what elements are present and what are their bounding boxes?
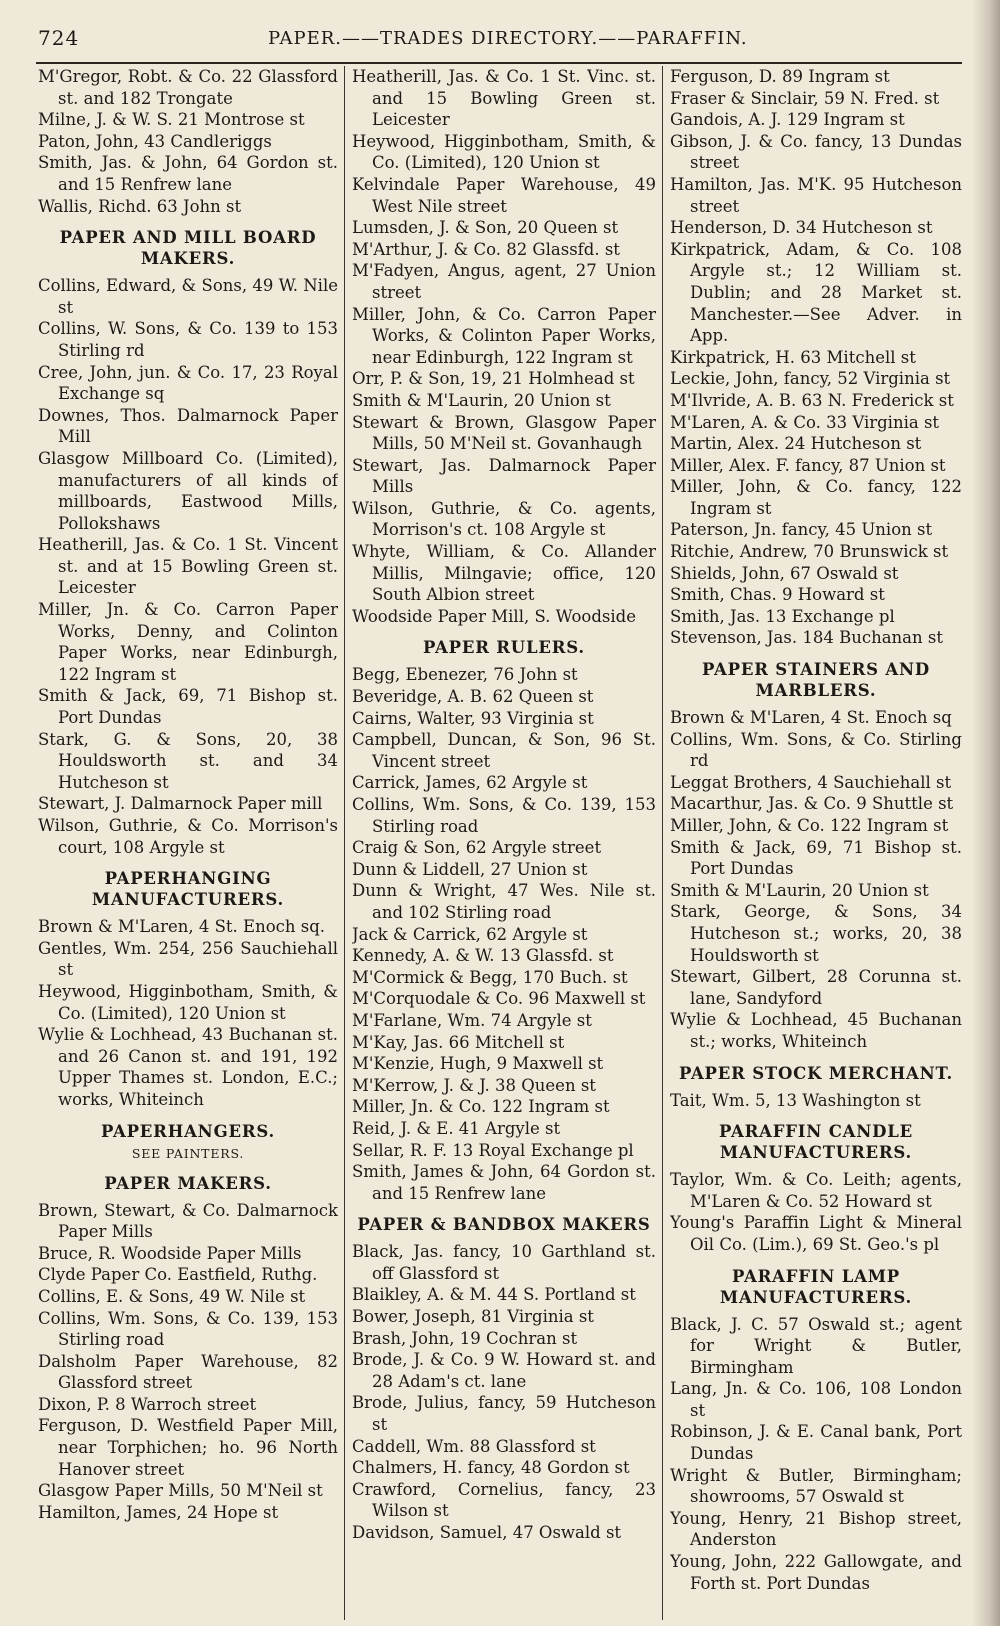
directory-entry: Reid, J. & E. 41 Argyle st <box>352 1118 561 1138</box>
directory-entry: Henderson, D. 34 Hutcheson st <box>670 218 933 238</box>
directory-entry: Hamilton, Jas. M'K. 95 Hutcheson street <box>670 174 962 216</box>
directory-entry: Leckie, John, fancy, 52 Virginia st <box>670 369 951 389</box>
directory-entry: Gibson, J. & Co. fancy, 13 Dundas street <box>670 131 962 173</box>
directory-entry: Bower, Joseph, 81 Virginia st <box>352 1307 594 1327</box>
directory-entry: Collins, W. Sons, & Co. 139 to 153 Stirling rd <box>38 319 338 360</box>
directory-entry: Paton, John, 43 Candleriggs <box>38 131 272 151</box>
directory-entry: Smith, Chas. 9 Howard st <box>670 585 885 605</box>
directory-entry: Ferguson, D. 89 Ingram st <box>670 67 890 86</box>
directory-entry: Cree, John, jun. & Co. 17, 23 Royal Exchange sq <box>38 362 338 404</box>
directory-entry: Young, John, 222 Gallowgate, and Forth st. Port Dundas <box>670 1552 962 1593</box>
directory-entry: Lumsden, J. & Son, 20 Queen st <box>352 218 619 238</box>
directory-entry: Heywood, Higginbotham, Smith, & Co. (Limited), 120 Union st <box>38 981 338 1023</box>
column-2 <box>352 66 656 1621</box>
directory-entry: M'Corquodale & Co. 96 Maxwell st <box>352 989 646 1009</box>
directory-entry: Wright & Butler, Birmingham; showrooms, 57 Oswald st <box>670 1465 962 1507</box>
directory-entry: Smith, Jas. 13 Exchange pl <box>670 606 895 626</box>
directory-entry: Miller, Jn. & Co. Carron Paper Works, Denny, and Colinton Paper Works, near Edinburgh, 122 Ingram st <box>38 600 338 684</box>
directory-entry: Black, J. C. 57 Oswald st.; agent for Wright & Butler, Birmingham <box>670 1314 962 1377</box>
section-heading: PAPERHANGERS. <box>100 1121 276 1141</box>
directory-entry: Fraser & Sinclair, 59 N. Fred. st <box>670 88 940 108</box>
directory-entry: Smith, Jas. & John, 64 Gordon st. and 15 Renfrew lane <box>38 153 338 194</box>
directory-entry: Martin, Alex. 24 Hutcheson st <box>670 434 922 454</box>
directory-entry: Carrick, James, 62 Argyle st <box>352 773 588 793</box>
directory-entry: Shields, John, 67 Oswald st <box>670 563 899 583</box>
directory-entry: Collins, Wm. Sons, & Co. Stirling rd <box>670 729 962 771</box>
directory-entry: Gandois, A. J. 129 Ingram st <box>670 110 905 130</box>
directory-entry: Crawford, Cornelius, fancy, 23 Wilson st <box>352 1479 656 1521</box>
directory-entry: Black, Jas. fancy, 10 Garthland st. off Glassford st <box>352 1242 656 1283</box>
directory-entry: Milne, J. & W. S. 21 Montrose st <box>38 110 305 130</box>
section-heading: PAPER & BANDBOX MAKERS <box>357 1215 651 1235</box>
column-divider <box>344 66 345 1620</box>
directory-entry: Brode, J. & Co. 9 W. Howard st. and 28 Adam's ct. lane <box>352 1350 656 1391</box>
directory-entry: Sellar, R. F. 13 Royal Exchange pl <box>352 1140 634 1160</box>
directory-entry: Robinson, J. & E. Canal bank, Port Dundas <box>670 1422 962 1464</box>
directory-entry: Dixon, P. 8 Warroch street <box>38 1394 257 1414</box>
section-heading: PAPERHANGING MANUFACTURERS. <box>91 869 285 910</box>
column-3 <box>670 66 962 1621</box>
directory-entry: Downes, Thos. Dalmarnock Paper Mill <box>38 405 338 447</box>
directory-entry: Stewart, Jas. Dalmarnock Paper Mills <box>352 455 656 497</box>
directory-entry: Kirkpatrick, Adam, & Co. 108 Argyle st.; 12 William st. Dublin; and 28 Market st. Manchester.—See Adver. in App. <box>670 239 962 346</box>
directory-entry: Wilson, Guthrie, & Co. Morrison's court, 108 Argyle st <box>38 816 338 857</box>
directory-entry: Cairns, Walter, 93 Virginia st <box>352 708 594 728</box>
directory-entry: Beveridge, A. B. 62 Queen st <box>352 687 594 707</box>
page-edge-shadow <box>972 0 1000 1626</box>
directory-entry: Chalmers, H. fancy, 48 Gordon st <box>352 1458 630 1478</box>
section-heading: PARAFFIN LAMP MANUFACTURERS. <box>719 1266 913 1307</box>
section-heading: PARAFFIN CANDLE MANUFACTURERS. <box>719 1122 913 1163</box>
directory-entry: M'Arthur, J. & Co. 82 Glassfd. st <box>352 239 620 259</box>
directory-entry: M'Kay, Jas. 66 Mitchell st <box>352 1032 565 1052</box>
directory-entry: M'Cormick & Begg, 170 Buch. st <box>352 967 628 987</box>
directory-entry: Tait, Wm. 5, 13 Washington st <box>670 1090 921 1110</box>
directory-entry: Smith & M'Laurin, 20 Union st <box>670 880 929 900</box>
directory-entry: Kirkpatrick, H. 63 Mitchell st <box>670 347 916 367</box>
directory-entry: Miller, John, & Co. Carron Paper Works, & Colinton Paper Works, near Edinburgh, 122 Ingram st <box>352 304 656 367</box>
directory-entry: Smith, James & John, 64 Gordon st. and 15 Renfrew lane <box>352 1162 656 1203</box>
directory-entry: Heywood, Higginbotham, Smith, & Co. (Limited), 120 Union st <box>352 131 656 173</box>
directory-entry: Brown & M'Laren, 4 St. Enoch sq <box>670 708 952 728</box>
directory-entry: Smith & Jack, 69, 71 Bishop st. Port Dundas <box>670 837 962 879</box>
directory-entry: M'Fadyen, Angus, agent, 27 Union street <box>352 261 656 302</box>
section-note: SEE PAINTERS. <box>131 1145 245 1161</box>
directory-entry: Bruce, R. Woodside Paper Mills <box>38 1243 302 1263</box>
directory-entry: Stewart, J. Dalmarnock Paper mill <box>38 794 323 814</box>
directory-entry: M'Kenzie, Hugh, 9 Maxwell st <box>352 1054 604 1074</box>
running-head: PAPER.——TRADES DIRECTORY.——PARAFFIN. <box>268 28 748 49</box>
directory-entry: Brown, Stewart, & Co. Dalmarnock Paper Mills <box>38 1200 338 1242</box>
directory-entry: Glasgow Millboard Co. (Limited), manufacturers of all kinds of millboards, Eastwood Mills, Pollokshaws <box>38 448 338 533</box>
directory-entry: Begg, Ebenezer, 76 John st <box>352 665 578 685</box>
directory-entry: Smith & M'Laurin, 20 Union st <box>352 390 611 410</box>
directory-entry: Brown & M'Laren, 4 St. Enoch sq. <box>38 917 326 937</box>
directory-entry: Miller, John, & Co. fancy, 122 Ingram st <box>670 477 962 518</box>
directory-entry: Heatherill, Jas. & Co. 1 St. Vinc. st. and 15 Bowling Green st. Leicester <box>352 67 656 130</box>
section-heading: PAPER MAKERS. <box>104 1173 272 1193</box>
directory-entry: M'Gregor, Robt. & Co. 22 Glassford st. and 182 Trongate <box>38 67 338 108</box>
directory-entry: Glasgow Paper Mills, 50 M'Neil st <box>38 1481 323 1501</box>
directory-entry: Whyte, William, & Co. Allander Millis, Milngavie; office, 120 South Albion street <box>352 542 656 605</box>
directory-entry: Woodside Paper Mill, S. Woodside <box>352 606 637 626</box>
section-heading: PAPER STOCK MERCHANT. <box>678 1063 954 1083</box>
directory-entry: Lang, Jn. & Co. 106, 108 London st <box>670 1379 962 1420</box>
directory-entry: Collins, E. & Sons, 49 W. Nile st <box>38 1286 306 1306</box>
directory-entry: Collins, Edward, & Sons, 49 W. Nile st <box>38 276 338 317</box>
section-heading: PAPER RULERS. <box>423 638 585 658</box>
section-heading: PAPER STAINERS AND MARBLERS. <box>702 660 930 701</box>
directory-entry: Smith & Jack, 69, 71 Bishop st. Port Dundas <box>38 686 338 728</box>
directory-entry: Collins, Wm. Sons, & Co. 139, 153 Stirling road <box>38 1308 338 1350</box>
directory-entry: Stark, George, & Sons, 34 Hutcheson st.; works, 20, 38 Houldsworth st <box>670 902 962 965</box>
directory-entry: Clyde Paper Co. Eastfield, Ruthg. <box>38 1265 318 1285</box>
column-1 <box>38 66 338 1621</box>
directory-entry: Heatherill, Jas. & Co. 1 St. Vincent st. and at 15 Bowling Green st. Leicester <box>38 535 338 598</box>
directory-entry: Dunn & Wright, 47 Wes. Nile st. and 102 Stirling road <box>352 881 656 922</box>
page-number: 724 <box>38 26 80 50</box>
header-rule <box>36 62 962 64</box>
directory-entry: Brash, John, 19 Cochran st <box>352 1328 578 1348</box>
directory-entry: Miller, John, & Co. 122 Ingram st <box>670 816 949 835</box>
page-header <box>38 26 958 56</box>
directory-entry: M'Laren, A. & Co. 33 Virginia st <box>670 412 940 432</box>
directory-entry: Kennedy, A. & W. 13 Glassfd. st <box>352 946 614 966</box>
directory-entry: Jack & Carrick, 62 Argyle st <box>352 924 588 944</box>
directory-entry: Caddell, Wm. 88 Glassford st <box>352 1436 596 1456</box>
directory-entry: Ritchie, Andrew, 70 Brunswick st <box>670 542 949 562</box>
directory-entry: Leggat Brothers, 4 Sauchiehall st <box>670 772 952 792</box>
directory-entry: Stewart, Gilbert, 28 Corunna st. lane, Sandyford <box>670 967 962 1008</box>
directory-entry: Craig & Son, 62 Argyle street <box>352 838 602 858</box>
directory-entry: Dalsholm Paper Warehouse, 82 Glassford street <box>38 1351 338 1393</box>
directory-entry: Hamilton, James, 24 Hope st <box>38 1502 279 1522</box>
directory-entry: Brode, Julius, fancy, 59 Hutcheson st <box>352 1393 656 1435</box>
directory-entry: Paterson, Jn. fancy, 45 Union st <box>670 520 933 540</box>
directory-entry: Wylie & Lochhead, 43 Buchanan st. and 26 Canon st. and 191, 192 Upper Thames st. London, E.C.; works, Whiteinch <box>38 1025 338 1109</box>
section-heading: PAPER AND MILL BOARD MAKERS. <box>59 228 317 269</box>
directory-entry: M'Ilvride, A. B. 63 N. Frederick st <box>670 390 954 410</box>
directory-entry: Young, Henry, 21 Bishop street, Anderston <box>670 1508 962 1550</box>
directory-entry: Gentles, Wm. 254, 256 Sauchiehall st <box>38 938 338 980</box>
directory-entry: Stewart & Brown, Glasgow Paper Mills, 50 M'Neil st. Govanhaugh <box>352 412 656 454</box>
directory-entry: Collins, Wm. Sons, & Co. 139, 153 Stirling road <box>352 795 656 836</box>
directory-entry: Stevenson, Jas. 184 Buchanan st <box>670 628 943 648</box>
directory-entry: Taylor, Wm. & Co. Leith; agents, M'Laren & Co. 52 Howard st <box>670 1170 962 1211</box>
directory-entry: Stark, G. & Sons, 20, 38 Houldsworth st. and 34 Hutcheson st <box>38 729 338 792</box>
directory-entry: Macarthur, Jas. & Co. 9 Shuttle st <box>670 794 954 814</box>
directory-entry: Miller, Alex. F. fancy, 87 Union st <box>670 455 946 475</box>
directory-entry: Miller, Jn. & Co. 122 Ingram st <box>352 1097 610 1117</box>
directory-entry: Wallis, Richd. 63 John st <box>38 196 242 216</box>
directory-entry: Young's Paraffin Light & Mineral Oil Co. (Lim.), 69 St. Geo.'s pl <box>670 1213 962 1254</box>
column-divider <box>662 66 663 1620</box>
directory-entry: Ferguson, D. Westfield Paper Mill, near Torphichen; ho. 96 North Hanover street <box>38 1416 338 1479</box>
directory-entry: Wilson, Guthrie, & Co. agents, Morrison's ct. 108 Argyle st <box>352 498 656 540</box>
directory-entry: Davidson, Samuel, 47 Oswald st <box>352 1523 622 1542</box>
directory-entry: Wylie & Lochhead, 45 Buchanan st.; works, Whiteinch <box>670 1010 962 1051</box>
directory-entry: Dunn & Liddell, 27 Union st <box>352 859 588 879</box>
directory-entry: Kelvindale Paper Warehouse, 49 West Nile street <box>352 174 656 216</box>
directory-entry: M'Farlane, Wm. 74 Argyle st <box>352 1010 592 1030</box>
directory-entry: Orr, P. & Son, 19, 21 Holmhead st <box>352 369 635 389</box>
directory-entry: M'Kerrow, J. & J. 38 Queen st <box>352 1075 596 1095</box>
directory-entry: Blaikley, A. & M. 44 S. Portland st <box>352 1285 636 1305</box>
directory-entry: Campbell, Duncan, & Son, 96 St. Vincent street <box>352 730 656 771</box>
